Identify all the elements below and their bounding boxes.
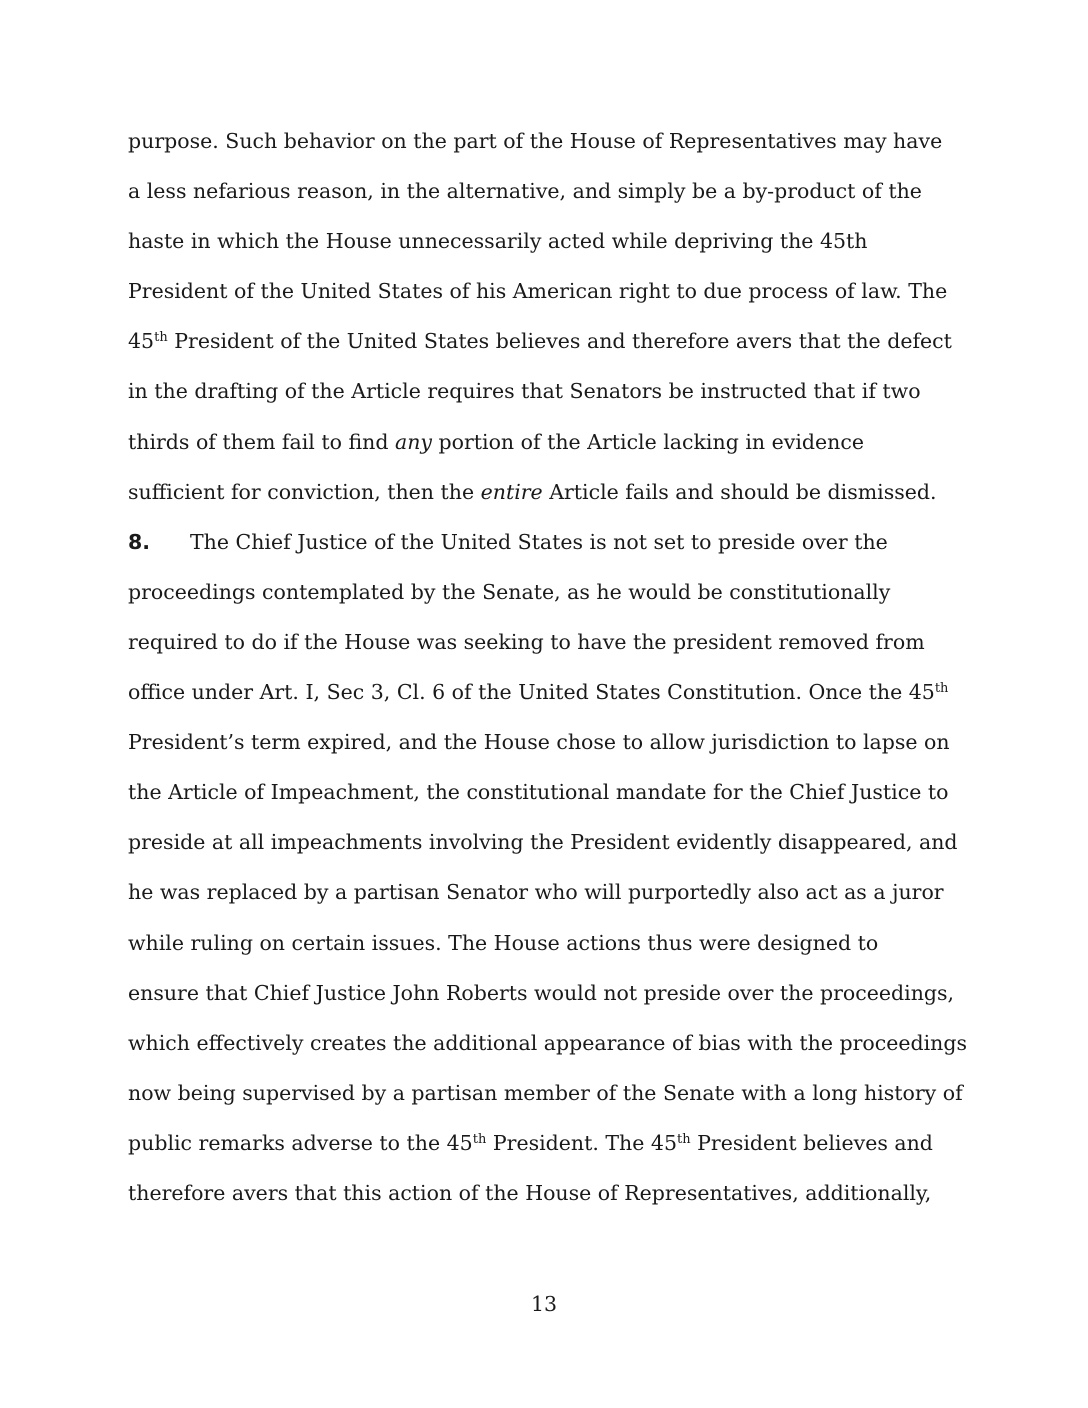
text-line: purpose. Such behavior on the part of the House of Representatives may have xyxy=(128,129,943,153)
text-line: haste in which the House unnecessarily acted while depriving the 45th xyxy=(128,229,868,254)
text-line: President’s term expired, and the House chose to allow jurisdiction to lapse on xyxy=(128,730,950,755)
text-line: while ruling on certain issues. The House actions thus were designed to xyxy=(128,930,879,955)
text-line: in the drafting of the Article requires that Senators be instructed that if two xyxy=(128,379,921,404)
ordinal-superscript: th xyxy=(154,330,168,346)
text-line: a less nefarious reason, in the alternative, and simply be a by-product of the xyxy=(128,179,922,204)
emphasis-any: any xyxy=(394,429,432,454)
text-line: he was replaced by a partisan Senator who will purportedly also act as a juror xyxy=(128,880,944,905)
paragraph-number: 8. xyxy=(128,529,151,554)
text-line: now being supervised by a partisan member of the Senate with a long history of xyxy=(128,1080,963,1105)
text-line: which effectively creates the additional appearance of bias with the proceedings xyxy=(128,1030,968,1055)
text-line: the Article of Impeachment, the constitutional mandate for the Chief Justice to xyxy=(128,780,949,805)
text-line: sufficient for conviction, then the entire Article fails and should be dismissed. xyxy=(128,479,937,504)
body-text xyxy=(128,124,978,1226)
text-line: President of the United States of his American right to due process of law. The xyxy=(128,279,948,304)
text-line: office under Art. I, Sec 3, Cl. 6 of the United States Constitution. Once the 45th xyxy=(128,680,949,705)
emphasis-entire: entire xyxy=(480,479,543,504)
text-line: ensure that Chief Justice John Roberts would not preside over the proceedings, xyxy=(128,980,955,1005)
ordinal-superscript: th xyxy=(934,681,949,697)
text-line: thirds of them fail to find any portion of the Article lacking in evidence xyxy=(128,429,864,454)
text-line: required to do if the House was seeking to have the president removed from xyxy=(128,629,925,654)
text-line: 45th President of the United States believes and therefore avers that the defect xyxy=(128,329,952,354)
text-line: therefore avers that this action of the House of Representatives, additionally, xyxy=(128,1180,932,1205)
text-line: proceedings contemplated by the Senate, as he would be constitutionally xyxy=(128,579,891,604)
ordinal-superscript: th xyxy=(472,1131,487,1147)
text-line: preside at all impeachments involving the President evidently disappeared, and xyxy=(128,830,958,855)
page-number: 13 xyxy=(530,1292,558,1316)
paragraph-start: 8. The Chief Justice of the United States is not set to preside over the xyxy=(128,525,978,575)
text-line: public remarks adverse to the 45th President. The 45th President believes and xyxy=(128,1130,933,1155)
ordinal-superscript: th xyxy=(676,1131,691,1147)
